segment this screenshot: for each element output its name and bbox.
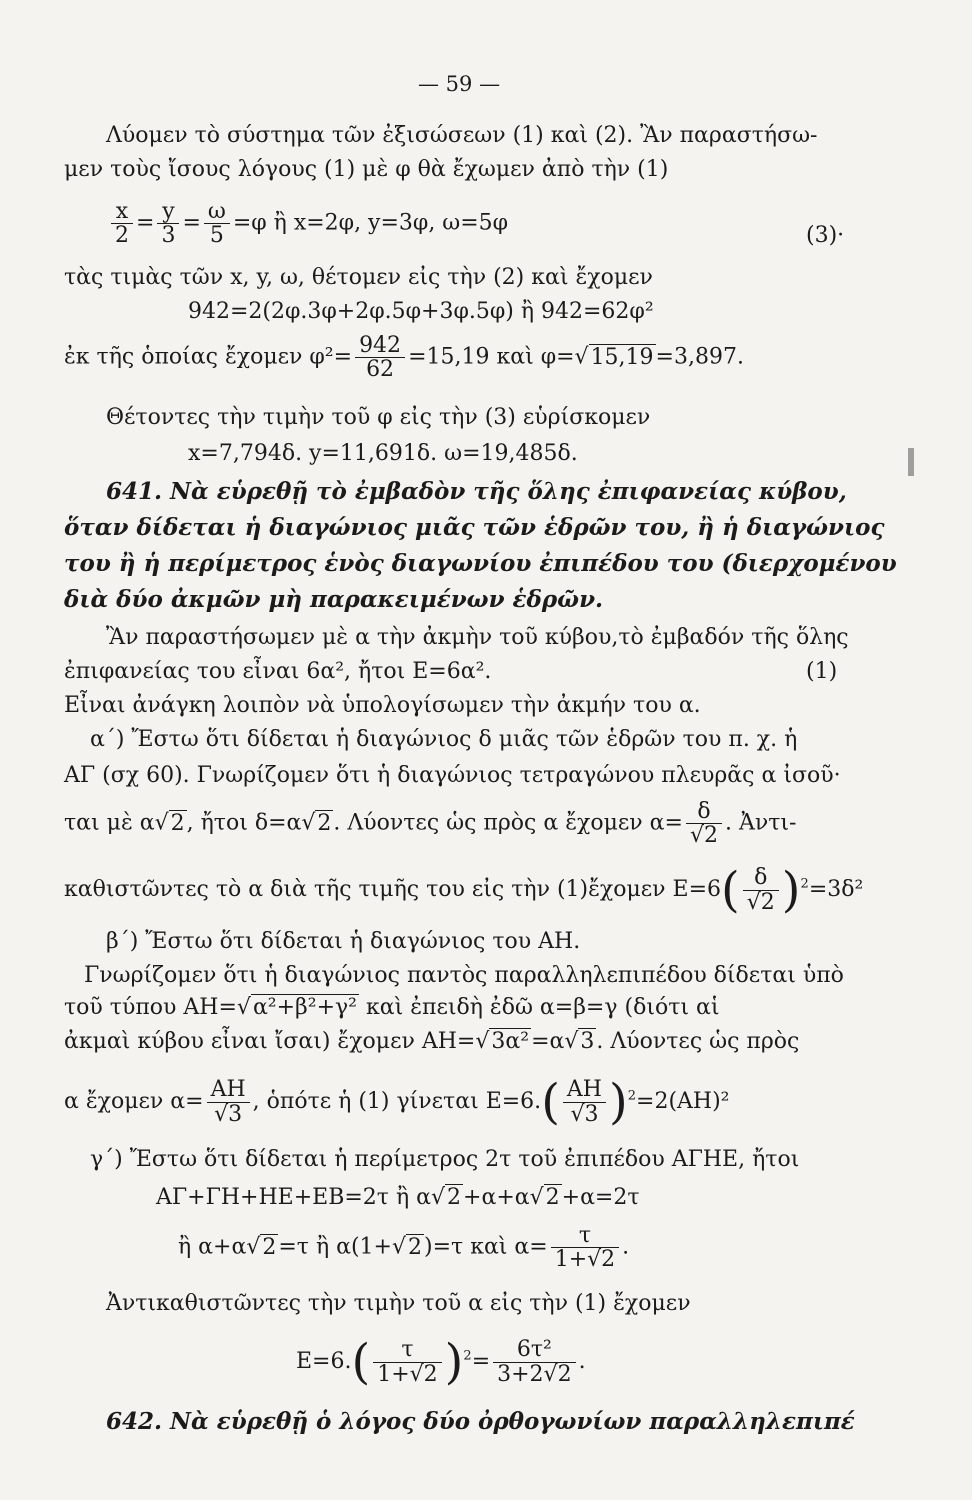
fraction (204, 200, 230, 247)
equation-line (64, 994, 719, 1022)
exponent: 2 (463, 1348, 472, 1364)
fraction (551, 1224, 619, 1271)
numerator: y (157, 200, 179, 224)
right-paren: ) (609, 1074, 628, 1130)
radicand: 2 (408, 1234, 423, 1260)
equation-text: , ἤτοι δ=α√ (186, 810, 316, 836)
equation-line (156, 1184, 640, 1212)
equation-line: $\frac{x}{2}$ = $\frac{y}{3}$ = $\frac{\omega}{5}$ =φ ἢ x=2φ, y=3φ, ω=5φ (108, 200, 508, 247)
text-line: Θέτοντες τὴν τιμὴν τοῦ φ εἰς τὴν (3) εὑρίσκομεν (106, 405, 651, 430)
equation-text: τοῦ τύπου ΑΗ=√ (64, 995, 251, 1020)
numerator: ω (204, 200, 230, 224)
equation-text: ἢ α+α√ (178, 1234, 261, 1260)
left-paren: ( (721, 862, 740, 918)
radicand: 15,19 (590, 344, 654, 370)
exponent: 2 (627, 1088, 637, 1104)
equation-text: ἐκ τῆς ὁποίας ἔχομεν φ²= (64, 344, 353, 370)
denominator: 3+2√2 (497, 1361, 572, 1387)
fraction (207, 1078, 250, 1125)
radicand: 2 (317, 810, 332, 836)
numerator: ΑΗ (207, 1078, 250, 1102)
equation-text: =3,897. (655, 344, 744, 370)
numerator: ΑΗ (563, 1078, 606, 1102)
equation-line (178, 1224, 629, 1271)
denominator: √2 (689, 823, 718, 849)
denominator: 62 (366, 357, 395, 383)
denominator: 1+√2 (377, 1361, 438, 1387)
fraction (355, 334, 405, 381)
equation-line (64, 862, 864, 918)
equation-text: +α+α√ (463, 1185, 544, 1210)
text-line: α΄) Ἔστω ὅτι δίδεται ἡ διαγώνιος δ μιᾶς τῶν ἑδρῶν του π. χ. ἡ (90, 727, 798, 752)
denominator: √3 (214, 1101, 243, 1127)
fraction (157, 200, 179, 247)
equation-text: α ἔχομεν α= (64, 1089, 204, 1114)
radicand: 2 (447, 1185, 462, 1210)
text-line: Ἂν παραστήσωμεν μὲ α τὴν ἀκμὴν τοῦ κύβου,τὸ ἐμβαδόν τῆς ὅλης (106, 625, 849, 650)
problem-heading: 642. Νὰ εὑρεθῇ ὁ λόγος δύο ὀρθογωνίων παραλληλεπιπέ (106, 1408, 855, 1435)
numerator: τ (551, 1224, 619, 1248)
fraction (686, 800, 722, 847)
text-line: β΄) Ἔστω ὅτι δίδεται ἡ διαγώνιος του ΑΗ. (106, 929, 581, 954)
radicand: 3 (580, 1029, 595, 1054)
equation-ref: (3)· (806, 223, 845, 248)
equation-text: ται μὲ α√ (64, 810, 169, 836)
text-line: γ΄) Ἔστω ὅτι δίδεται ἡ περίμετρος 2τ τοῦ ἐπιπέδου ΑΓΗΕ, ἤτοι (90, 1147, 800, 1172)
problem-text: ὅταν δίδεται ἡ διαγώνιος μιᾶς τῶν ἑδρῶν του, ἢ ἡ διαγώνιος (64, 514, 885, 541)
radicand: 2 (170, 810, 185, 836)
fraction (111, 200, 133, 247)
equation-ref: (1) (806, 659, 838, 684)
numerator: 6τ² (493, 1338, 575, 1362)
fraction (373, 1338, 441, 1385)
text-line: Ἀντικαθιστῶντες τὴν τιμὴν τοῦ α εἰς τὴν (1) ἔχομεν (106, 1291, 691, 1316)
problem-heading: 641. Νὰ εὑρεθῇ τὸ ἐμβαδὸν τῆς ὅλης ἐπιφανείας κύβου, (106, 478, 847, 505)
equation-text: καθιστῶντες τὸ α διὰ τῆς τιμῆς του εἰς τὴν (1)ἔχομεν Ε=6 (64, 877, 722, 902)
equation-text: . (578, 1349, 586, 1374)
problem-text: διὰ δύο ἀκμῶν μὴ παρακειμένων ἑδρῶν. (64, 586, 604, 613)
equation-text: =τ ἢ α(1+√ (278, 1234, 407, 1260)
denominator: √3 (570, 1101, 599, 1127)
equation-text: =3δ² (808, 877, 864, 902)
text-line: ΑΓ (σχ 60). Γνωρίζομεν ὅτι ἡ διαγώνιος τετραγώνου πλευρᾶς α ἰσοῦ· (64, 763, 841, 788)
equation-text: ΑΓ+ΓΗ+ΗΕ+ΕΒ=2τ ἢ α√ (156, 1185, 446, 1210)
radicand: α²+β²+γ² (252, 995, 357, 1020)
text-line: τὰς τιμὰς τῶν x, y, ω, θέτομεν εἰς τὴν (2) καὶ ἔχομεν (64, 265, 653, 290)
equation-text: =2(ΑΗ)² (636, 1089, 730, 1114)
equation-text: ἀκμαὶ κύβου εἶναι ἴσαι) ἔχομεν ΑΗ=√ (64, 1029, 490, 1054)
left-paren: ( (541, 1074, 560, 1130)
radicand: 3α² (491, 1029, 530, 1054)
equation-line: x=7,794δ. y=11,691δ. ω=19,485δ. (188, 441, 578, 466)
equation-text: Ε=6. (296, 1349, 352, 1374)
denominator: 5 (209, 223, 224, 249)
equation-text: . (622, 1234, 630, 1260)
fraction (743, 866, 779, 913)
equation-text: +α=2τ (561, 1185, 640, 1210)
exponent: 2 (800, 876, 809, 892)
equation-text: )=τ καὶ α= (424, 1234, 548, 1260)
problem-text: του ἢ ἡ περίμετρος ἑνὸς διαγωνίου ἐπιπέδου του (διερχομένου (64, 550, 897, 577)
scan-artifact (908, 448, 914, 476)
radicand: 2 (545, 1185, 560, 1210)
equation-text: = (471, 1349, 491, 1374)
equation-text: . Ἀντι- (724, 810, 797, 836)
right-paren: ) (781, 862, 801, 918)
text-line: Γνωρίζομεν ὅτι ἡ διαγώνιος παντὸς παραλληλεπιπέδου δίδεται ὑπὸ (84, 963, 844, 988)
equation-text: =φ ἢ x=2φ, y=3φ, ω=5φ (232, 210, 509, 236)
text-line: Λύομεν τὸ σύστημα τῶν ἐξισώσεων (1) καὶ (2). Ἂν παραστήσω- (106, 123, 818, 148)
numerator: 942 (355, 334, 405, 358)
denominator: 1+√2 (554, 1247, 616, 1273)
equation-line (64, 1028, 799, 1056)
numerator: x (111, 200, 133, 224)
equation-text: . Λύοντες ὡς πρὸς α ἔχομεν α= (333, 810, 683, 836)
equation-line: 942=2(2φ.3φ+2φ.5φ+3φ.5φ) ἢ 942=62φ² (188, 299, 654, 324)
numerator: δ (743, 866, 779, 890)
left-paren: ( (351, 1334, 371, 1390)
fraction (493, 1338, 575, 1385)
text-line: ἐπιφανείας του εἶναι 6α², ἤτοι Ε=6α². (64, 659, 492, 684)
equation-line (64, 1074, 730, 1130)
right-paren: ) (444, 1334, 464, 1390)
radicand: 2 (262, 1234, 277, 1260)
text-line: Εἶναι ἀνάγκη λοιπὸν νὰ ὑπολογίσωμεν τὴν ἀκμήν του α. (64, 693, 701, 718)
text-line: μεν τοὺς ἴσους λόγους (1) μὲ φ θὰ ἔχωμεν ἀπὸ τὴν (1) (64, 157, 669, 182)
equation-text: =α√ (531, 1029, 579, 1054)
numerator: δ (686, 800, 722, 824)
equation-text: , ὁπότε ἡ (1) γίνεται Ε=6. (252, 1089, 542, 1114)
denominator: 2 (115, 223, 129, 249)
equation-text: . Λύοντες ὡς πρὸς (596, 1029, 800, 1054)
equation-line (296, 1334, 586, 1390)
equation-text: καὶ ἐπειδὴ ἐδῶ α=β=γ (διότι αἱ (359, 995, 720, 1020)
page-number: — 59 — (418, 72, 501, 96)
numerator: τ (373, 1338, 441, 1362)
equation-text: =15,19 καὶ φ=√ (408, 344, 589, 370)
denominator: √2 (746, 889, 775, 915)
equation-line (64, 334, 744, 381)
equation-line (64, 800, 796, 847)
fraction (563, 1078, 606, 1125)
denominator: 3 (161, 223, 176, 249)
